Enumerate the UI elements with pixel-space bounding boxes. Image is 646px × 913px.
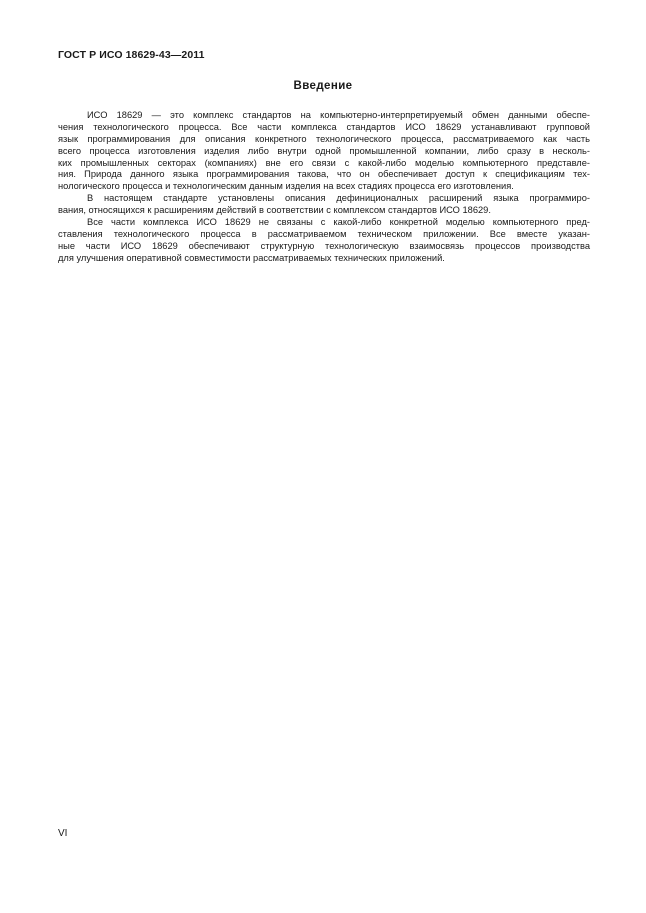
paragraph-line: ния. Природа данного языка программирования такова, что он обеспечивает доступ к спецификациям тех- xyxy=(58,169,590,180)
page-number: VI xyxy=(58,828,68,839)
paragraph-line: всего процесса изготовления изделия либо внутри одной промышленной компании, либо сразу в несколь- xyxy=(58,145,590,156)
paragraph-line: для улучшения оперативной совместимости рассматриваемых технических приложений. xyxy=(58,252,445,263)
introduction-body xyxy=(58,110,590,265)
paragraph-line: В настоящем стандарте установлены описания дефиниционалных расширений языка программиро- xyxy=(87,193,590,204)
paragraph-1 xyxy=(58,110,590,193)
section-title: Введение xyxy=(293,80,353,92)
paragraph-line: Все части комплекса ИСО 18629 не связаны с какой-либо конкретной моделью компьютерного пред- xyxy=(87,217,590,228)
paragraph-line: ные части ИСО 18629 обеспечивают структурную технологическую взаимосвязь процессов производства xyxy=(58,240,590,251)
paragraph-line: ИСО 18629 — это комплекс стандартов на компьютерно-интерпретируемый обмен данными обеспе- xyxy=(87,110,590,120)
paragraph-line: нологического процесса и технологическим данным изделия на всех стадиях процесса его изготовления. xyxy=(58,181,514,192)
paragraph-line: чения технологического процесса. Все части комплекса стандартов ИСО 18629 устанавливают групповой xyxy=(58,121,590,132)
standard-code-header: ГОСТ Р ИСО 18629-43—2011 xyxy=(58,49,205,61)
paragraph-line: ких промышленных секторах (компаниях) вне его связи с какой-либо моделью компьютерного представле- xyxy=(58,157,590,168)
paragraph-line: ставления технологического процесса в рассматриваемом техническом приложении. Все вместе указан- xyxy=(58,228,590,239)
paragraph-line: вания, относящихся к расширениям действий в соответствии с комплексом стандартов ИСО 18629. xyxy=(58,205,491,216)
paragraph-2 xyxy=(58,193,590,217)
paragraph-line: язык программирования для описания конкретного технологического процесса, рассматриваемого как часть xyxy=(58,133,590,144)
paragraph-3 xyxy=(58,217,590,265)
